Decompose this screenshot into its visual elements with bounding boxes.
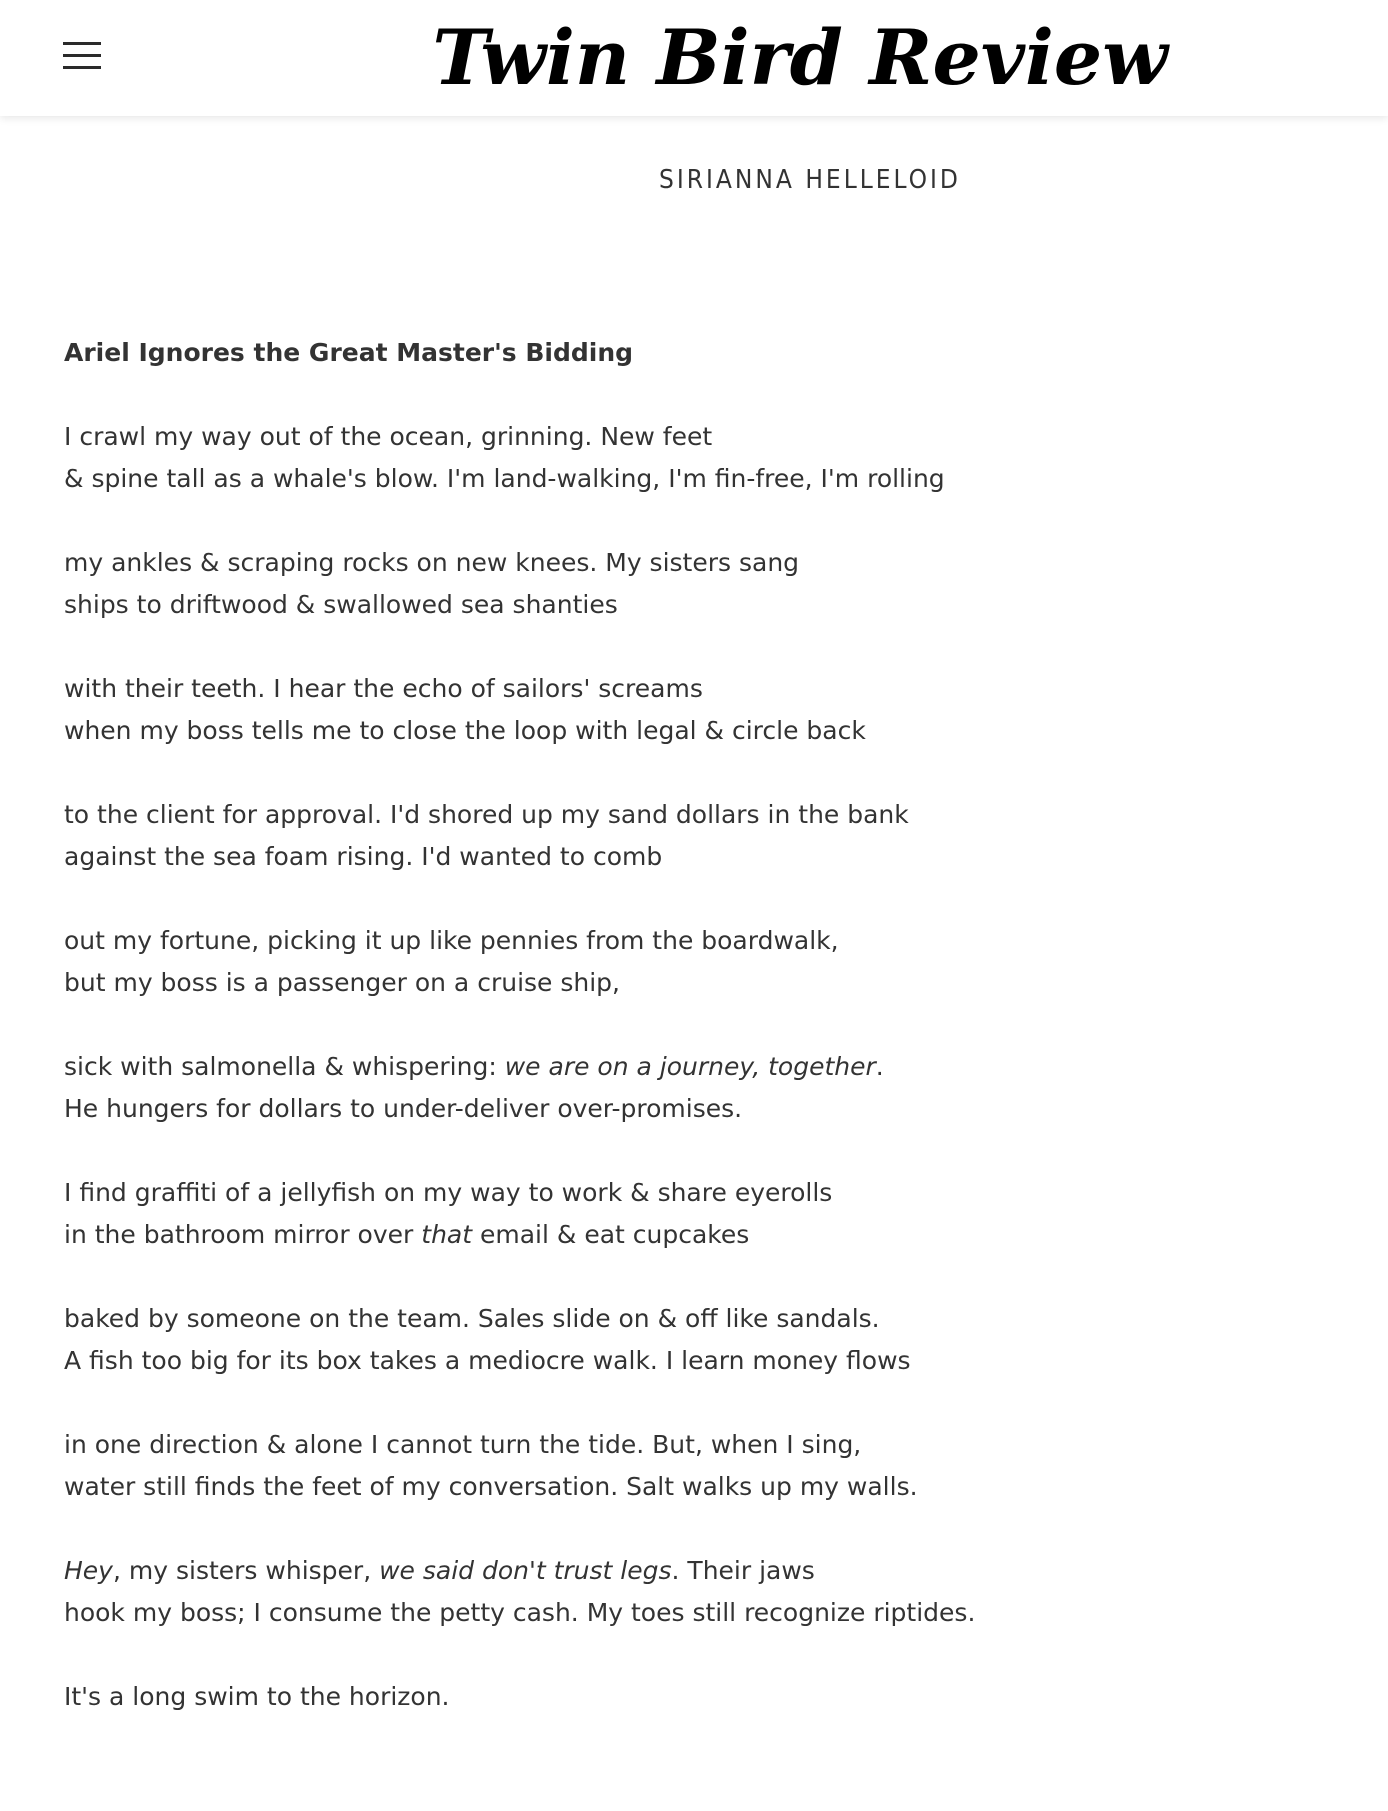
poem-line: against the sea foam rising. I'd wanted to comb xyxy=(64,842,663,871)
stanza xyxy=(64,1676,1314,1718)
poem-title: Ariel Ignores the Great Master's Bidding xyxy=(64,338,634,367)
poem-text: email & eat cupcakes xyxy=(472,1220,750,1249)
poem-text-italic: we are on a journey, together xyxy=(504,1052,876,1081)
site-logo-title[interactable]: Twin Bird Review xyxy=(432,13,1168,102)
stanza xyxy=(64,542,1314,626)
poem-line: I find graffiti of a jellyfish on my way to work & share eyerolls xyxy=(64,1178,833,1207)
poem-line: It's a long swim to the horizon. xyxy=(64,1682,450,1711)
stanza xyxy=(64,794,1314,878)
poem-line: baked by someone on the team. Sales slide on & off like sandals. xyxy=(64,1304,880,1333)
poem-text-italic: we said don't trust legs xyxy=(379,1556,672,1585)
menu-bar-bottom xyxy=(63,66,101,69)
stanza xyxy=(64,1298,1314,1382)
stanza xyxy=(64,1172,1314,1256)
poem-body xyxy=(64,332,1314,1760)
site-header xyxy=(0,0,1388,116)
poem-line: when my boss tells me to close the loop with legal & circle back xyxy=(64,716,866,745)
poem-line: but my boss is a passenger on a cruise ship, xyxy=(64,968,620,997)
poem-line: to the client for approval. I'd shored up my sand dollars in the bank xyxy=(64,800,909,829)
poem-line: in one direction & alone I cannot turn the tide. But, when I sing, xyxy=(64,1430,862,1459)
stanza xyxy=(64,1424,1314,1508)
poem-text-italic: Hey xyxy=(64,1556,113,1585)
poem-line xyxy=(64,1214,1314,1256)
poem-text: in the bathroom mirror over xyxy=(64,1220,422,1249)
poem-line: water still finds the feet of my conversation. Salt walks up my walls. xyxy=(64,1472,918,1501)
poem-line: & spine tall as a whale's blow. I'm land-walking, I'm fin-free, I'm rolling xyxy=(64,464,945,493)
stanza xyxy=(64,920,1314,1004)
poem-line xyxy=(64,1550,1314,1592)
poem-text: . Their jaws xyxy=(671,1556,815,1585)
poem-line: with their teeth. I hear the echo of sailors' screams xyxy=(64,674,703,703)
author-name: SIRIANNA HELLELOID xyxy=(659,165,961,195)
poem-text: , my sisters whisper, xyxy=(112,1556,380,1585)
poem-line: hook my boss; I consume the petty cash. My toes still recognize riptides. xyxy=(64,1598,976,1627)
poem-line xyxy=(64,1046,1314,1088)
poem-line: out my fortune, picking it up like pennies from the boardwalk, xyxy=(64,926,839,955)
stanza xyxy=(64,416,1314,500)
poem-text: sick with salmonella & whispering: xyxy=(64,1052,505,1081)
stanza xyxy=(64,1046,1314,1130)
menu-bar-middle xyxy=(63,54,101,57)
poem-line: ships to driftwood & swallowed sea shanties xyxy=(64,590,618,619)
poem-text-italic: that xyxy=(421,1220,473,1249)
poem-line: A fish too big for its box takes a mediocre walk. I learn money flows xyxy=(64,1346,911,1375)
poem-text: . xyxy=(875,1052,884,1081)
stanza xyxy=(64,668,1314,752)
poem-line: my ankles & scraping rocks on new knees. My sisters sang xyxy=(64,548,800,577)
menu-bar-top xyxy=(63,42,101,45)
hamburger-menu-icon[interactable] xyxy=(60,38,104,74)
poem-line: He hungers for dollars to under-deliver over-promises. xyxy=(64,1094,743,1123)
stanza xyxy=(64,1550,1314,1634)
poem-line: I crawl my way out of the ocean, grinning. New feet xyxy=(64,422,713,451)
